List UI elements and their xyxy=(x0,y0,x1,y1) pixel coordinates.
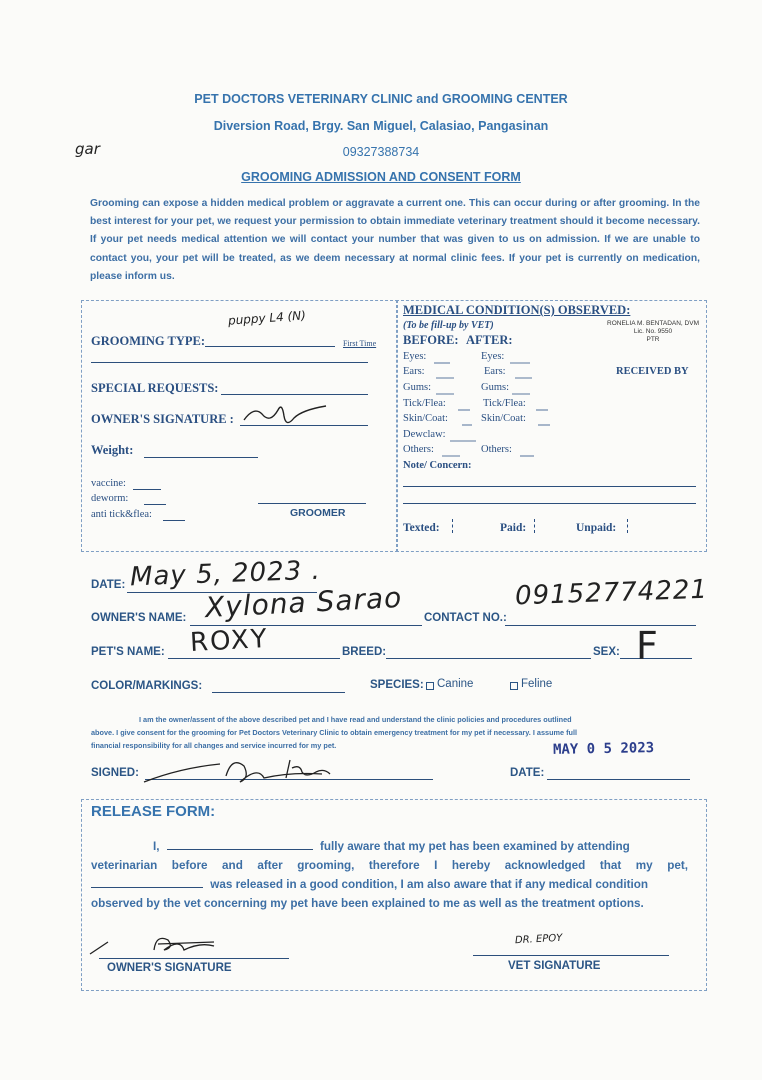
owners-name-label: OWNER'S NAME: xyxy=(91,612,187,624)
vet-stamp xyxy=(602,320,704,344)
date-label: DATE: xyxy=(91,579,126,591)
grooming-type-line xyxy=(205,346,335,347)
canine-checkbox[interactable] xyxy=(426,682,434,690)
intro-paragraph: Grooming can expose a hidden medical problem or aggravate a current one. This can occur during or after grooming. In the best interest for your pet, we request your permission to obtain immediate veterinary treatment should it become necessary. If your pet needs medical attention we will contact your number that was given to us on admission. If we are unable to contact you, your pet will be treated, as we deem necessary at normal clinic fees. If your pet is currently on medication, please inform us. xyxy=(90,198,700,282)
vet-signature-caption: VET SIGNATURE xyxy=(508,960,601,972)
contact-label: CONTACT NO.: xyxy=(424,612,507,624)
species-label: SPECIES: xyxy=(370,679,424,691)
consent-date-label: DATE: xyxy=(510,767,545,779)
received-by-label: RECEIVED BY xyxy=(616,366,689,377)
note-line-1 xyxy=(403,486,696,487)
weight-line xyxy=(144,457,258,458)
unpaid-check[interactable] xyxy=(627,519,629,533)
first-time-label: First Time xyxy=(343,339,377,348)
texted-check[interactable] xyxy=(452,519,454,533)
release-i: I, xyxy=(153,840,160,853)
sex-label: SEX: xyxy=(593,646,620,658)
pets-name-line xyxy=(168,658,340,659)
weight-label: Weight: xyxy=(91,443,134,457)
groomer-label: GROOMER xyxy=(290,507,346,519)
release-pet-line xyxy=(91,887,203,888)
signed-label: SIGNED: xyxy=(91,767,139,779)
release-vet-sig-line xyxy=(473,955,669,956)
before-after-blanks xyxy=(400,356,560,460)
date-received-stamp: MAY 0 5 2023 xyxy=(552,740,655,758)
release-line-3-end: was released in a good condition, I am also aware that if any medical condition xyxy=(210,878,648,891)
date-handwritten: May 5, 2023 . xyxy=(129,555,322,593)
before-others: Others: xyxy=(403,444,434,455)
note-line-2 xyxy=(403,503,696,504)
before-tickflea: Tick/Flea: xyxy=(403,398,446,409)
consent-line-2: above. I give consent for the grooming for Pet Doctors Veterinary Clinic to obtain emergency treatment for my pet if necessary. I assume full xyxy=(91,728,578,737)
stamp-lic: Lic. No. 9550 xyxy=(633,328,673,335)
after-label: AFTER: xyxy=(466,333,513,347)
consent-date-line xyxy=(547,779,690,780)
after-eyes: Eyes: xyxy=(481,351,505,362)
release-form-title: RELEASE FORM: xyxy=(91,803,216,820)
special-requests-label: SPECIAL REQUESTS: xyxy=(91,381,219,395)
pets-name-handwritten: ROXY xyxy=(189,623,270,659)
signed-signature xyxy=(140,748,370,792)
after-skincoat: Skin/Coat: xyxy=(481,413,526,424)
release-line-2: veterinarian before and after grooming, therefore I hereby acknowledged that my pet, xyxy=(91,859,688,872)
anti-tick-line xyxy=(163,520,185,521)
groomer-line xyxy=(258,503,366,504)
texted-label: Texted: xyxy=(403,522,440,534)
sex-handwritten: F xyxy=(636,624,658,668)
after-gums: Gums: xyxy=(481,382,510,393)
before-dewclaw: Dewclaw: xyxy=(403,429,446,440)
contact-line xyxy=(505,625,696,626)
stamp-name: RONELIA M. BENTADAN, DVM xyxy=(607,320,699,327)
after-others: Others: xyxy=(481,444,512,455)
after-ears: Ears: xyxy=(484,366,506,377)
margin-note: gar xyxy=(75,140,100,158)
clinic-phone: 09327388734 xyxy=(342,145,420,159)
consent-line-3: financial responsibility for all changes and service incurred for my pet. xyxy=(91,741,337,750)
stamp-ptr: PTR xyxy=(646,336,660,343)
grooming-type-value: puppy L4 (N) xyxy=(227,308,307,328)
pets-name-label: PET'S NAME: xyxy=(91,646,165,658)
clinic-name: PET DOCTORS VETERINARY CLINIC and GROOMING CENTER xyxy=(194,92,568,106)
before-ears: Ears: xyxy=(403,366,425,377)
medical-title: MEDICAL CONDITION(S) OBSERVED: xyxy=(403,303,631,317)
special-requests-line xyxy=(221,394,368,395)
after-tickflea: Tick/Flea: xyxy=(483,398,526,409)
consent-line-1: I am the owner/assent of the above described pet and I have read and understand the clinic policies and procedures outlined xyxy=(139,715,572,724)
medical-subtitle: (To be fill-up by VET) xyxy=(403,320,494,331)
vet-handwritten-name: DR. EPOY xyxy=(514,932,563,947)
vaccine-label: vaccine: xyxy=(91,478,126,489)
breed-label: BREED: xyxy=(342,646,387,658)
owner-signature-label: OWNER'S SIGNATURE : xyxy=(91,412,234,426)
release-line-1 xyxy=(91,837,688,856)
vaccine-line xyxy=(133,489,161,490)
release-line-4: observed by the vet concerning my pet have been explained to me as well as the treatment options. xyxy=(91,897,644,910)
paid-check[interactable] xyxy=(534,519,536,533)
canine-label: Canine xyxy=(437,678,474,690)
unpaid-label: Unpaid: xyxy=(576,522,617,534)
release-owner-signature xyxy=(84,928,244,960)
grooming-type-line2 xyxy=(91,362,368,363)
grooming-type-label: GROOMING TYPE: xyxy=(91,334,206,348)
anti-tick-label: anti tick&flea: xyxy=(91,509,152,520)
clinic-address: Diversion Road, Brgy. San Miguel, Calasiao, Pangasinan xyxy=(213,119,549,133)
form-title: GROOMING ADMISSION AND CONSENT FORM xyxy=(241,170,521,184)
color-markings-line xyxy=(212,692,345,693)
deworm-label: deworm: xyxy=(91,493,129,504)
before-eyes: Eyes: xyxy=(403,351,427,362)
breed-line xyxy=(386,658,591,659)
note-concern-label: Note/ Concern: xyxy=(403,460,472,471)
feline-checkbox[interactable] xyxy=(510,682,518,690)
paid-label: Paid: xyxy=(500,522,527,534)
release-line-1-end: fully aware that my pet has been examined by attending xyxy=(320,840,630,853)
release-line-3 xyxy=(91,875,688,894)
release-text xyxy=(91,837,688,913)
release-name-line xyxy=(167,849,313,850)
owners-name-handwritten: Xylona Sarao xyxy=(204,580,403,625)
before-gums: Gums: xyxy=(403,382,432,393)
before-label: BEFORE: xyxy=(403,333,459,347)
owner-signature-caption: OWNER'S SIGNATURE xyxy=(107,962,232,974)
owner-signature-scribble xyxy=(240,398,330,434)
contact-handwritten: 09152774221 xyxy=(514,574,709,612)
deworm-line xyxy=(144,504,166,505)
feline-label: Feline xyxy=(521,678,553,690)
before-skincoat: Skin/Coat: xyxy=(403,413,448,424)
color-markings-label: COLOR/MARKINGS: xyxy=(91,680,203,692)
